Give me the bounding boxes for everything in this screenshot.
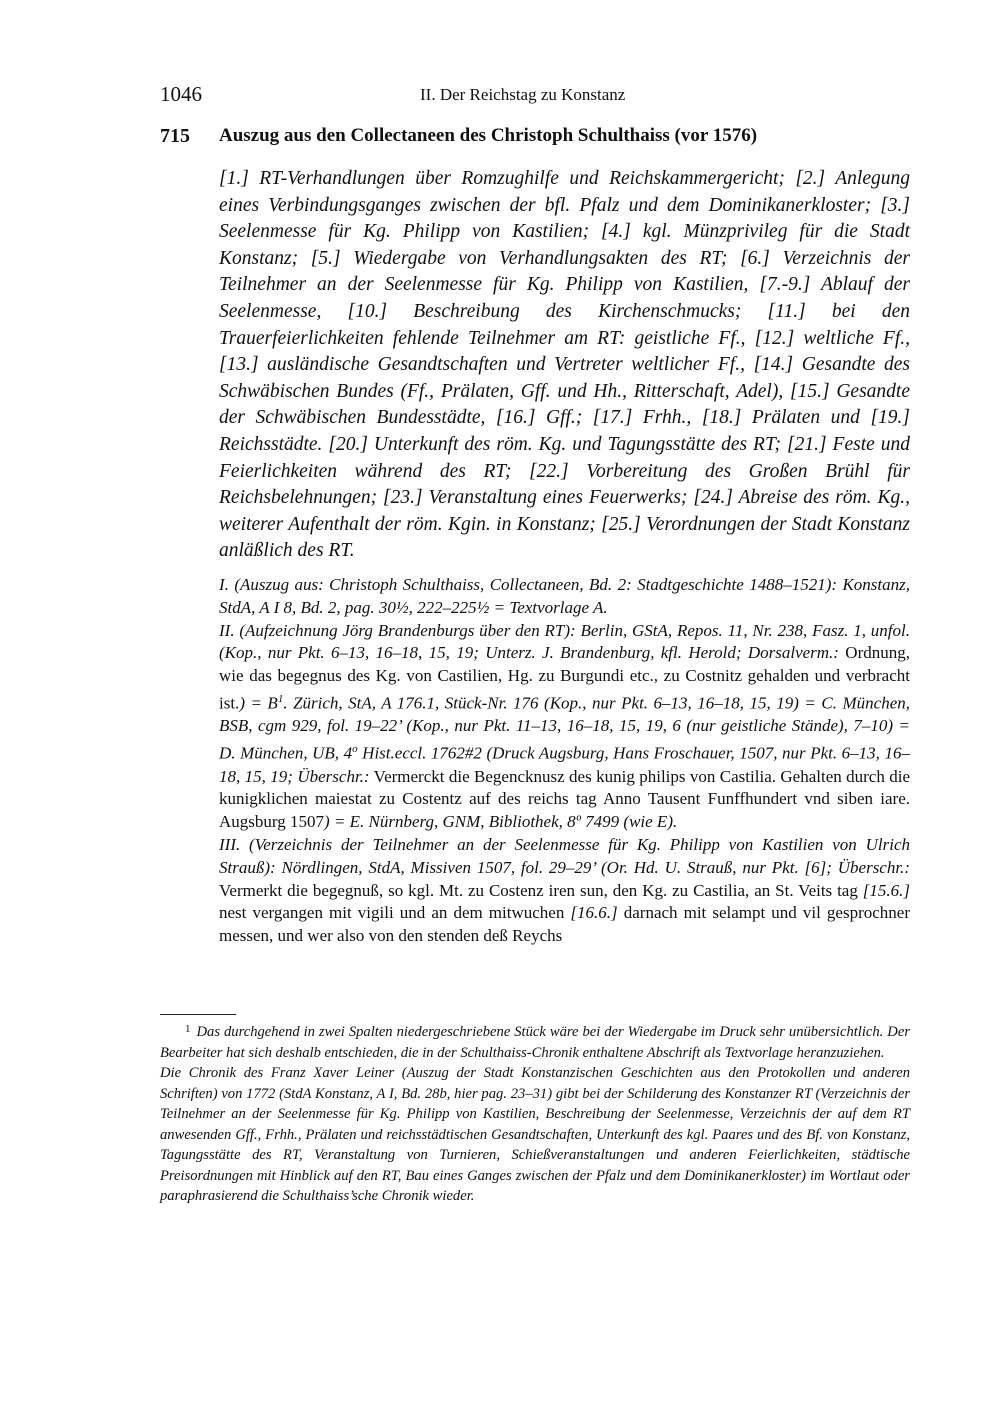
- footnote-mark: 1: [185, 1023, 191, 1035]
- document-number: 715: [160, 125, 190, 147]
- footnote-1-continued: Die Chronik des Franz Xaver Leiner (Auszug der Stadt Konstanzischen Geschichten aus den Protokollen und anderen Schriften) von 1772 (StdA Konstanz, A I, Bd. 28b, hier pag. 23–31) gibt bei der Schilderung des Konstanzer RT (Verzeichnis der Teilnehmer an der Seelenmesse für Kg. Philipp von Kastilien, Beschreibung der Seelenmesse, Verzeichnis der auf dem RT anwesenden Gff., Frhh., Prälaten und reichsstädtischen Gesandtschaften, Unterkunft des kgl. Paares und des Bf. von Konstanz, Tagungsstätte des RT, Veranstaltung von Turnieren, Schießveranstaltungen und anderen Feierlichkeiten, städtische Preisordnungen mit Hinblick auf den RT, Bau eines Ganges zwischen der Pfalz und dem Dominikanerkloster) im Wortlaut oder paraphrasierend die Schulthaiss’sche Chronik wieder.: [160, 1065, 910, 1204]
- source-2-siglum: ) = B: [239, 693, 278, 713]
- source-2-citation: II. (Aufzeichnung Jörg Brandenburgs über den RT): Berlin, GStA, Repos. 11, Nr. 238, Fasz. 1, unfol. (Kop., nur Pkt. 6–13, 16–18, 15, 19; Unterz. J. Brandenburg, kfl. Herold; Dorsalverm.:: [219, 620, 910, 663]
- regest: [1.] RT-Verhandlungen über Romzughilfe und Reichskammergericht; [2.] Anlegung eines Verbindungsganges zwischen der bfl. Pfalz und dem Dominikanerkloster; [3.] Seelenmesse für Kg. Philipp von Kastilien; [4.] kgl. Münzprivileg für die Stadt Konstanz; [5.] Wiedergabe von Verhandlungsakten des RT; [6.] Verzeichnis der Teilnehmer an der Seelenmesse für Kg. Philipp von Kastilien, [7.-9.] Ablauf der Seelenmesse, [10.] Beschreibung des Kirchenschmucks; [11.] bei den Trauerfeierlichkeiten fehlende Teilnehmer am RT: geistliche Ff., [12.] weltliche Ff., [13.] ausländische Gesandtschaften und Vertreter weltlicher Ff., [14.] Gesandte des Schwäbischen Bundes (Ff., Prälaten, Gff. und Hh., Ritterschaft, Adel), [15.] Gesandte der Schwäbischen Bundesstädte, [16.] Gff.; [17.] Frhh., [18.] Prälaten und [19.] Reichsstädte. [20.] Unterkunft des röm. Kg. und Tagungsstätte des RT; [21.] Feste und Feierlichkeiten während des RT; [22.] Vorbereitung des Großen Brühl für Reichsbelehnungen; [23.] Veranstaltung eines Feuerwerks; [24.] Abreise des röm. Kg., weiterer Aufenthalt der röm. Kgin. in Konstanz; [25.] Verordnungen der Stadt Konstanz anläßlich des RT.: [219, 168, 910, 562]
- footnote-1: [160, 1019, 910, 1063]
- source-apparatus: [219, 574, 910, 948]
- source-entry-1: I. (Auszug aus: Christoph Schulthaiss, Collectaneen, Bd. 2: Stadtgeschichte 1488–1521): Konstanz, StdA, A I 8, Bd. 2, pag. 30½, 222–225½ = Textvorlage A.: [219, 575, 910, 617]
- source-3-date-1: [15.6.]: [862, 880, 910, 900]
- source-2-quote: Ordnung, wie das begegnus des Kg. von Castilien, Hg. zu Burgundi etc., zu Costnitz gehalden und verbracht ist.: [219, 643, 910, 713]
- source-3-date-2: [16.6.]: [570, 903, 618, 923]
- source-2-nuremberg: ) = E. Nürnberg, GNM, Bibliothek, 8º 7499 (wie E).: [324, 812, 678, 832]
- footnotes: [160, 1019, 910, 1207]
- source-3-quote-a: Vermerkt die begegnuß, so kgl. Mt. zu Costenz iren sun, den Kg. zu Castilia, an St. Veits tag: [219, 880, 863, 900]
- source-2-print: Hist.eccl. 1762#2 (Druck Augsburg, Hans Froschauer, 1507, nur Pkt. 6–13, 16–18, 15, 19; Überschr.:: [219, 743, 910, 786]
- source-entry-2: [219, 620, 910, 834]
- footnote-ref: 1: [277, 692, 284, 705]
- source-2-witnesses: . Zürich, StA, A 176.1, Stück-Nr. 176 (Kop., nur Pkt. 6–13, 16–18, 15, 19) = C. München, BSB, cgm 929, fol. 19–22’ (Kop., nur Pkt. 11–13, 16–18, 15, 19, 6 (nur geistliche Stände), 7–10) = D. München, UB, 4: [219, 693, 910, 763]
- source-3-citation: III. (Verzeichnis der Teilnehmer an der Seelenmesse für Kg. Philipp von Kastilien von Ulrich Strauß): Nördlingen, StdA, Missiven 1507, fol. 29–29’ (Or. Hd. U. Strauß, nur Pkt. [6]; Überschr.:: [219, 835, 910, 877]
- format-ordinal: o: [352, 743, 358, 756]
- source-3-quote-c: darnach mit selampt und vil gesprochner messen, und wer also von den stenden deß Reychs: [219, 903, 910, 946]
- footnote-1-text: Das durchgehend in zwei Spalten niedergeschriebene Stück wäre bei der Wiedergabe im Druck sehr unübersichtlich. Der Bearbeiter hat sich deshalb entschieden, die in der Schulthaiss-Chronik enthaltene Abschrift als Textvorlage heranzuziehen.: [160, 1024, 910, 1061]
- source-entry-3: [219, 834, 910, 948]
- document-title: Auszug aus den Collectaneen des Christoph Schulthaiss (vor 1576): [219, 125, 758, 146]
- source-3-quote-b: nest vergangen mit vigili und an dem mitwuchen: [219, 903, 571, 923]
- page-number: 1046: [160, 82, 202, 106]
- footnote-divider: [160, 1014, 236, 1015]
- source-2-print-title: Vermerckt die Begencknusz des kunig philips von Castilia. Gehalten durch die kunigklichen maiestat zu Costentz auf des reichs tag Anno Tausent Funffhundert vnd siben iare. Augsburg 1507: [219, 766, 911, 832]
- running-head: II. Der Reichstag zu Konstanz: [420, 85, 626, 104]
